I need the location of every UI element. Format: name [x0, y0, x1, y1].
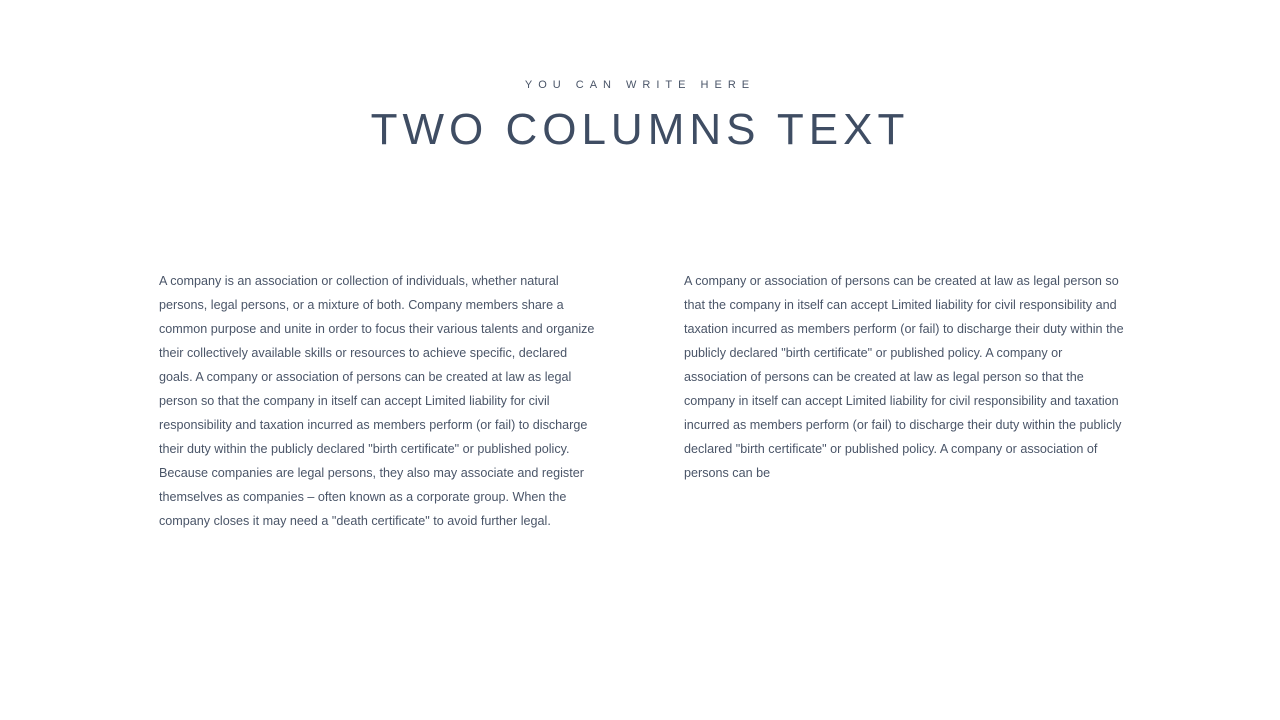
- left-column-text: A company is an association or collection of individuals, whether natural persons, legal persons, or a mixture of both. Company members share a common purpose and unite in order to focus their various talents and organize their collectively available skills or resources to achieve specific, declared goals. A company or association of persons can be created at law as legal person so that the company in itself can accept Limited liability for civil responsibility and taxation incurred as members perform (or fail) to discharge their duty within the publicly declared "birth certificate" or published policy. Because companies are legal persons, they also may associate and register themselves as companies – often known as a corporate group. When the company closes it may need a "death certificate" to avoid further legal.: [159, 274, 595, 528]
- slide-title: TWO COLUMNS TEXT: [370, 105, 910, 154]
- right-column-text: A company or association of persons can be created at law as legal person so that the company in itself can accept Limited liability for civil responsibility and taxation incurred as members perform (or fail) to discharge their duty within the publicly declared "birth certificate" or published policy. A company or association of persons can be created at law as legal person so that the company in itself can accept Limited liability for civil responsibility and taxation incurred as members perform (or fail) to discharge their duty within the publicly declared "birth certificate" or published policy. A company or association of persons can be: [684, 274, 1124, 480]
- slide-subtitle: YOU CAN WRITE HERE: [524, 79, 756, 91]
